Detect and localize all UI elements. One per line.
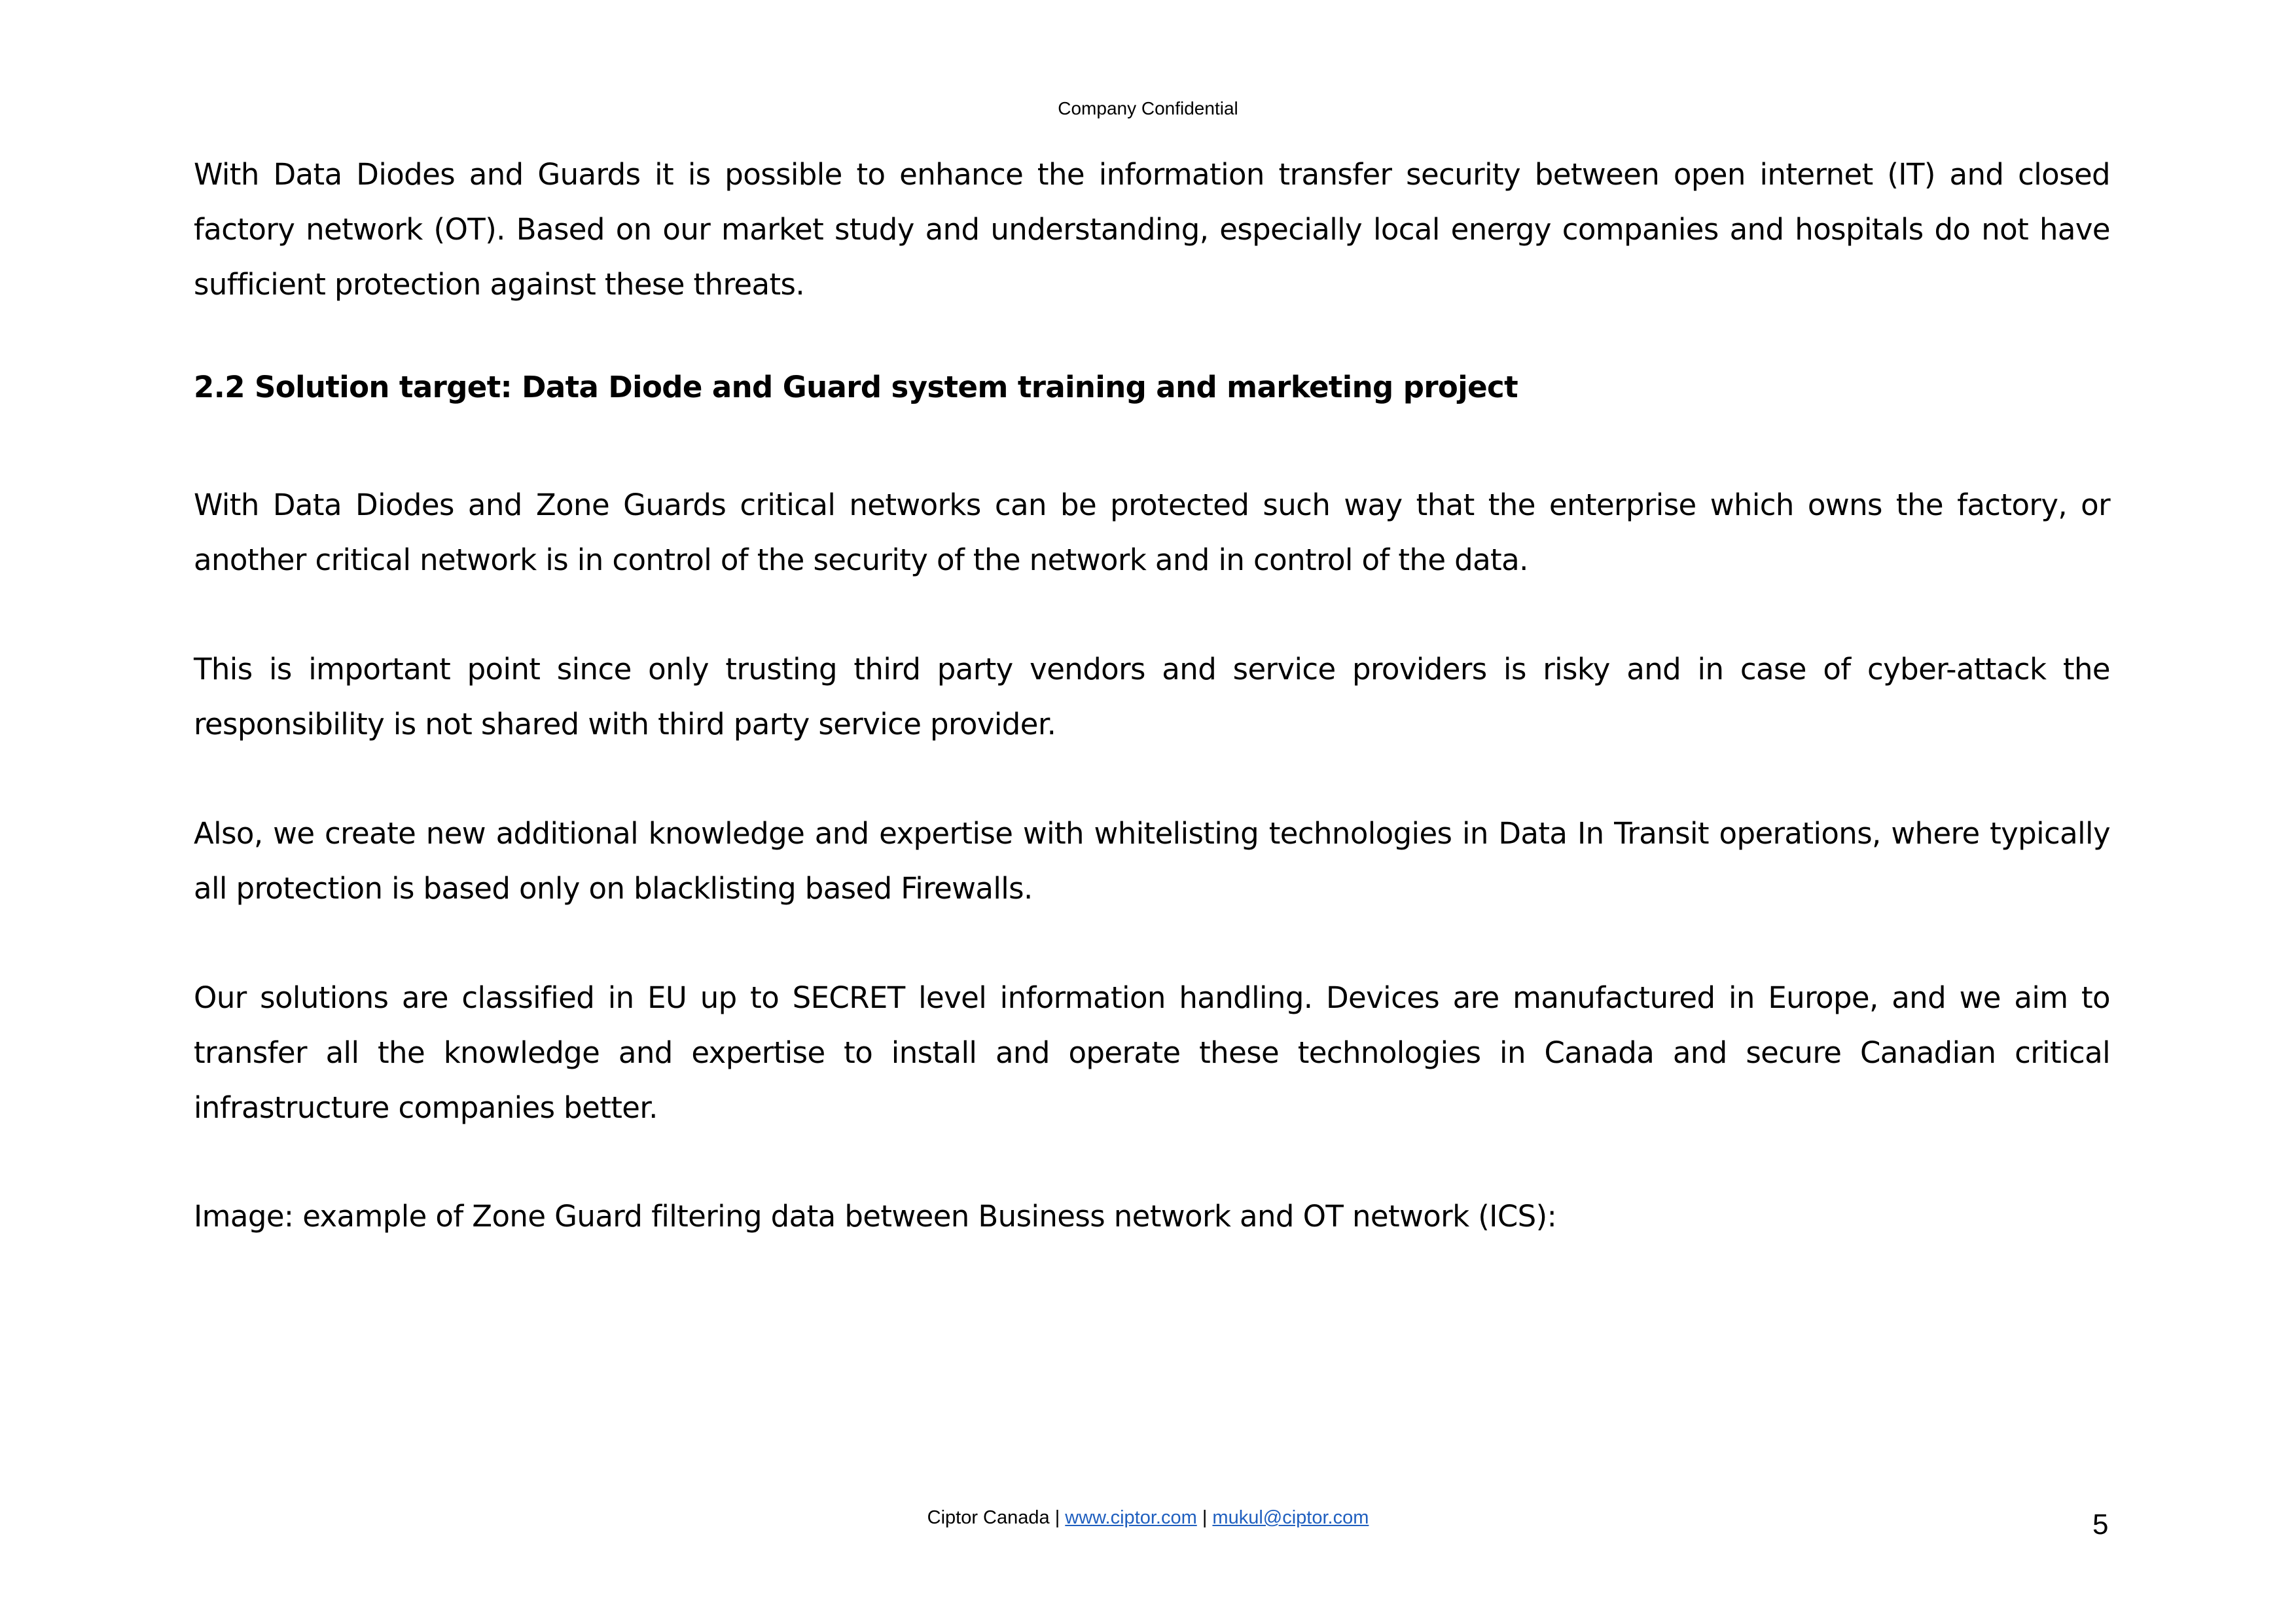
footer-separator: |	[1202, 1507, 1208, 1528]
section-heading: 2.2 Solution target: Data Diode and Guard system training and marketing project	[194, 370, 1518, 404]
page-number: 5	[2092, 1508, 2109, 1541]
paragraph-whitelisting: Also, we create new additional knowledge and expertise with whitelisting technologies in Data In Transit operations, where typically all protection is based only on blacklisting based Firewalls.	[194, 816, 2110, 906]
page-footer	[0, 1507, 2296, 1529]
page-header: Company Confidential	[1058, 98, 1238, 118]
footer-email-link[interactable]: mukul@ciptor.com	[1212, 1507, 1369, 1528]
paragraph-classification: Our solutions are classified in EU up to SECRET level information handling. Devices are manufactured in Europe, and we aim to transfer all the knowledge and expertise to install and operate these technologies in Canada and secure Canadian critical infrastructure companies better.	[194, 980, 2110, 1125]
footer-website-link[interactable]: www.ciptor.com	[1065, 1507, 1197, 1528]
footer-separator: |	[1054, 1507, 1060, 1528]
intro-paragraph: With Data Diodes and Guards it is possible to enhance the information transfer security between open internet (IT) and closed factory network (OT). Based on our market study and understanding, especially local energy companies and hospitals do not have sufficient protection against these threats.	[194, 157, 2110, 302]
image-caption: Image: example of Zone Guard filtering data between Business network and OT network (ICS):	[194, 1199, 1557, 1234]
footer-company: Ciptor Canada	[927, 1507, 1050, 1528]
paragraph-data-diodes-zone-guards: With Data Diodes and Zone Guards critical networks can be protected such way that the enterprise which owns the factory, or another critical network is in control of the security of the network and in control of the data.	[194, 488, 2110, 577]
paragraph-third-party-risk: This is important point since only trusting third party vendors and service providers is risky and in case of cyber-attack the responsibility is not shared with third party service provider.	[194, 652, 2110, 741]
